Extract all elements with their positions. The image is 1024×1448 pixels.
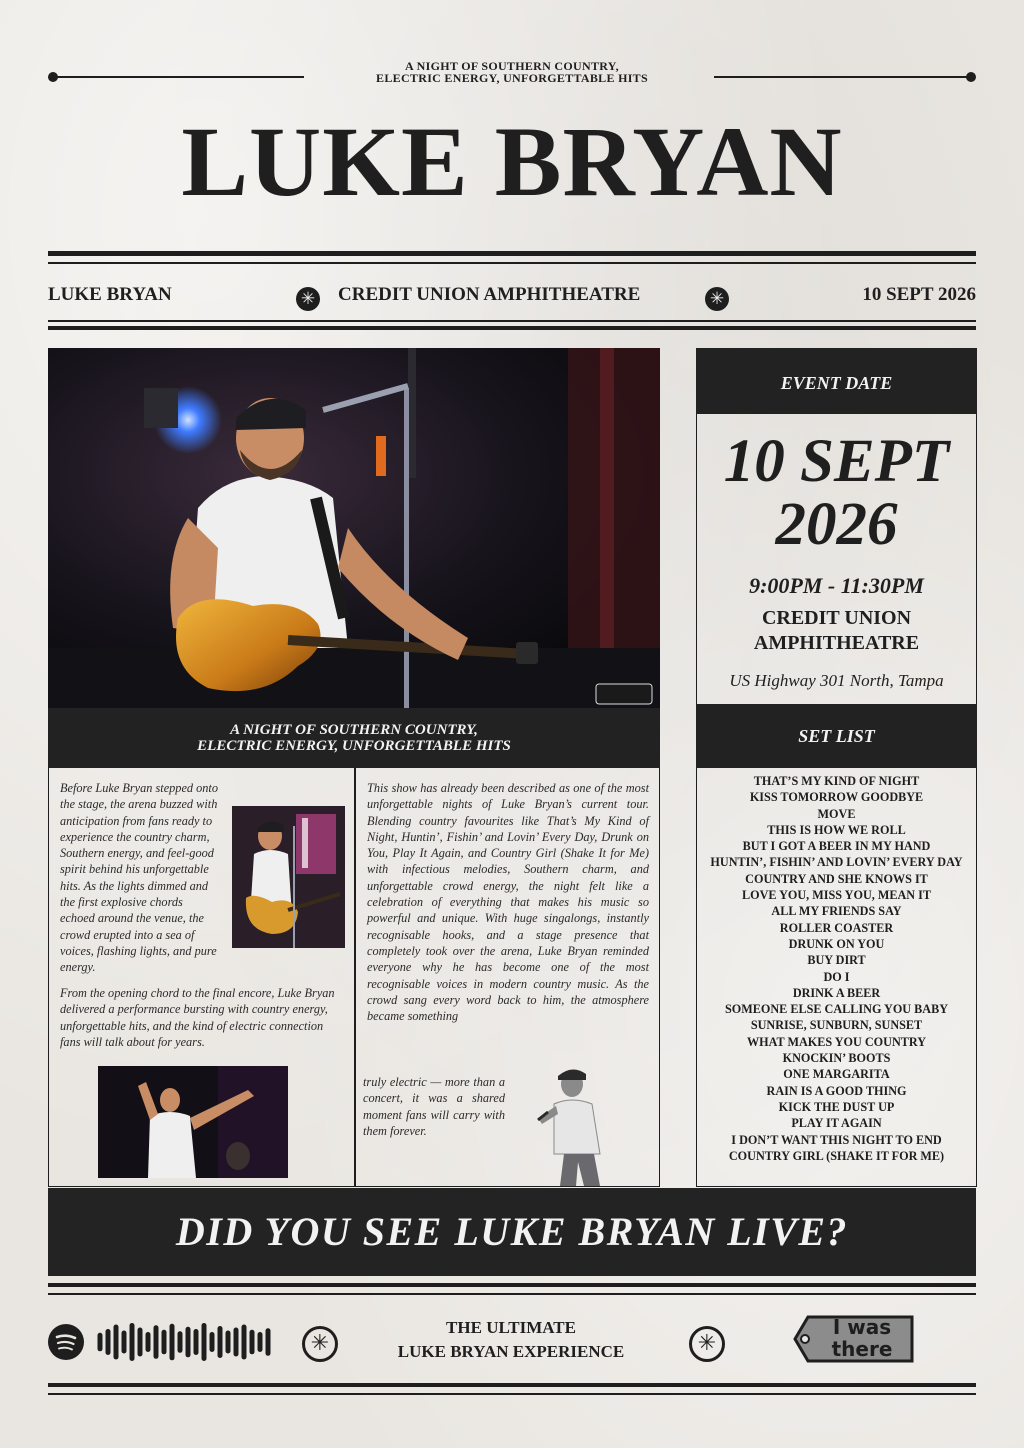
spotify-code-bar: [242, 1325, 247, 1360]
setlist-song: COUNTRY GIRL (SHAKE IT FOR ME): [728, 1148, 945, 1163]
info-artist: LUKE BRYAN: [48, 284, 172, 305]
event-venue-line2: AMPHITHEATRE: [753, 632, 920, 654]
feature-banner: [48, 708, 660, 768]
info-bar: [48, 282, 976, 310]
footer-tagline-line1: THE ULTIMATE: [446, 1318, 576, 1337]
inline-photo-singer-illustration: [524, 1066, 634, 1186]
badge-text: [814, 1316, 910, 1360]
spotify-icon-waves: [48, 1324, 84, 1360]
setlist-songs: [704, 773, 969, 1164]
article-left-para1: Before Luke Bryan stepped onto the stage, the arena buzzed with anticipation from fans ready to experience the country charm, Southern energy, and feel-good spirit behind his unforgettable hits. As the lights dimmed and the first explosive chords echoed around the venue, the crowd erupted into a sea of voices, flashing lights, and pure energy.: [60, 781, 218, 975]
setlist-song: DRINK A BEER: [792, 985, 881, 1000]
footer-rule-3: [48, 1383, 976, 1387]
setlist-song: WHAT MAKES YOU COUNTRY: [746, 1034, 927, 1049]
inline-photo-crowd: [98, 1066, 288, 1178]
spotify-code-bar: [98, 1333, 103, 1352]
setlist-song: RAIN IS A GOOD THING: [766, 1083, 907, 1098]
setlist-song: SOMEONE ELSE CALLING YOU BABY: [724, 1002, 949, 1017]
spotify-code-bar: [194, 1329, 199, 1355]
setlist-song: KISS TOMORROW GOODBYE: [749, 790, 924, 805]
spotify-code-bar: [210, 1332, 215, 1352]
event-venue: [696, 606, 977, 656]
setlist-song: COUNTRY AND SHE KNOWS IT: [745, 871, 928, 886]
asterisk-icon: ✳: [705, 287, 729, 311]
setlist-header: [696, 704, 977, 768]
setlist-song: ROLLER COASTER: [779, 920, 894, 935]
setlist-song: LOVE YOU, MISS YOU, MEAN IT: [741, 888, 932, 903]
spotify-code-bar: [226, 1331, 231, 1354]
spotify-code-bar: [114, 1325, 119, 1360]
spotify-icon[interactable]: [48, 1324, 84, 1360]
hero-photo-illustration: [48, 348, 660, 708]
setlist-song: BUY DIRT: [807, 953, 866, 968]
spotify-code-bar: [130, 1323, 135, 1361]
event-time: 9:00PM - 11:30PM: [749, 573, 924, 598]
infobar-rule-1: [48, 320, 976, 322]
event-date-line1: 10 SEPT: [723, 428, 950, 495]
inline-photo-crowd-illustration: [98, 1066, 288, 1178]
event-address: US Highway 301 North, Tampa: [729, 671, 944, 690]
badge-text-line2: there: [831, 1337, 893, 1361]
info-date: 10 SEPT 2026: [862, 284, 976, 305]
asterisk-icon: ✳: [689, 1326, 725, 1362]
hero-photo: [48, 348, 660, 708]
masthead-tagline-line1: A NIGHT OF SOUTHERN COUNTRY,: [405, 59, 619, 73]
asterisk-icon: ✳: [302, 1326, 338, 1362]
setlist-song: THAT’S MY KIND OF NIGHT: [753, 774, 920, 788]
setlist-song: DRUNK ON YOU: [788, 936, 885, 951]
spotify-code-bar: [202, 1323, 207, 1361]
article-middle-tail: truly electric — more than a concert, it was a shared moment fans will carry with them forever.: [363, 1075, 505, 1138]
inline-photo-stage-illustration: [232, 806, 345, 948]
setlist-song: I DON’T WANT THIS NIGHT TO END: [731, 1132, 942, 1147]
info-venue: CREDIT UNION AMPHITHEATRE: [338, 284, 641, 305]
event-venue-line1: CREDIT UNION: [761, 607, 912, 629]
event-date-heading: EVENT DATE: [780, 373, 893, 393]
spotify-code-bar: [170, 1324, 175, 1361]
footer-rule-2: [48, 1293, 976, 1295]
setlist-song: BUT I GOT A BEER IN MY HAND: [742, 839, 931, 854]
spotify-code-bar: [186, 1327, 191, 1358]
inline-photo-singer: [524, 1066, 634, 1186]
spotify-code-bar: [250, 1330, 255, 1355]
spotify-code-bar: [234, 1328, 239, 1357]
spotify-code-bar: [138, 1328, 143, 1357]
page-title: LUKE BRYAN: [181, 106, 843, 217]
setlist-song: ONE MARGARITA: [783, 1067, 890, 1082]
setlist-heading: SET LIST: [798, 726, 875, 746]
setlist-song: DO I: [823, 969, 850, 984]
feature-banner-line1: A NIGHT OF SOUTHERN COUNTRY,: [230, 722, 478, 738]
masthead-tagline: [0, 60, 1024, 84]
spotify-code[interactable]: [96, 1322, 272, 1362]
footer-rule-4: [48, 1393, 976, 1395]
spotify-code-bar: [162, 1330, 167, 1355]
feature-banner-line2: ELECTRIC ENERGY, UNFORGETTABLE HITS: [197, 738, 511, 754]
spotify-code-bar: [258, 1332, 263, 1352]
setlist-song: MOVE: [817, 806, 856, 821]
setlist-song: SUNRISE, SUNBURN, SUNSET: [750, 1018, 923, 1033]
spotify-code-bar: [266, 1328, 271, 1356]
setlist-song: KNOCKIN’ BOOTS: [782, 1051, 891, 1066]
inline-photo-stage: [232, 806, 345, 948]
setlist-song: HUNTIN’, FISHIN’ AND LOVIN’ EVERY DAY: [710, 855, 963, 870]
masthead-tagline-line2: ELECTRIC ENERGY, UNFORGETTABLE HITS: [376, 71, 648, 85]
spotify-code-bar: [154, 1325, 159, 1359]
event-date-big: [696, 430, 977, 556]
setlist-song: KICK THE DUST UP: [778, 1099, 895, 1114]
event-date-header: [696, 348, 977, 414]
footer-tagline-line2: LUKE BRYAN EXPERIENCE: [397, 1342, 625, 1361]
setlist-song: THIS IS HOW WE ROLL: [767, 822, 906, 837]
spotify-code-bar: [146, 1332, 151, 1352]
i-was-there-badge: [792, 1311, 918, 1367]
spotify-code-bar: [178, 1331, 183, 1353]
badge-text-line1: I was: [832, 1315, 892, 1339]
spotify-code-bar: [218, 1326, 223, 1358]
article-left-para2: From the opening chord to the final encore, Luke Bryan delivered a performance bursting with country energy, unforgettable hits, and the kind of electric connection fans will talk about for years.: [60, 986, 335, 1049]
article-middle-para: This show has already been described as one of the most unforgettable nights of Luke Bryan’s current tour. Blending country favourites like That’s My Kind of Night, Huntin’, Fishin’ and Lovin’ Every Day, Drunk on You, Play It Again, and Country Girl (Shake It for Me) with infectious melodies, Southern charm, and unforgettable crowd energy, the night felt like a celebration of everything that makes his music so powerful and unique. With huge singalongs, instantly recognisable hooks, and a stage presence that completely took over the arena, Luke Bryan reminded everyone why he has become one of the most recognisable voices in modern country music. As the crowd sang every word back to him, the atmosphere became something: [367, 781, 649, 1024]
asterisk-icon: ✳: [296, 287, 320, 311]
spotify-code-bar: [106, 1329, 111, 1355]
event-date-line2: 2026: [775, 491, 898, 558]
spotify-code-bar: [122, 1331, 127, 1354]
cta-banner: DID YOU SEE LUKE BRYAN LIVE?: [48, 1188, 976, 1276]
infobar-rule-2: [48, 326, 976, 330]
setlist-song: ALL MY FRIENDS SAY: [771, 904, 902, 919]
setlist-song: PLAY IT AGAIN: [791, 1116, 882, 1131]
footer-rule-1: [48, 1283, 976, 1287]
title-rule-1: [48, 251, 976, 256]
title-rule-2: [48, 262, 976, 264]
footer-tagline: [360, 1316, 662, 1364]
